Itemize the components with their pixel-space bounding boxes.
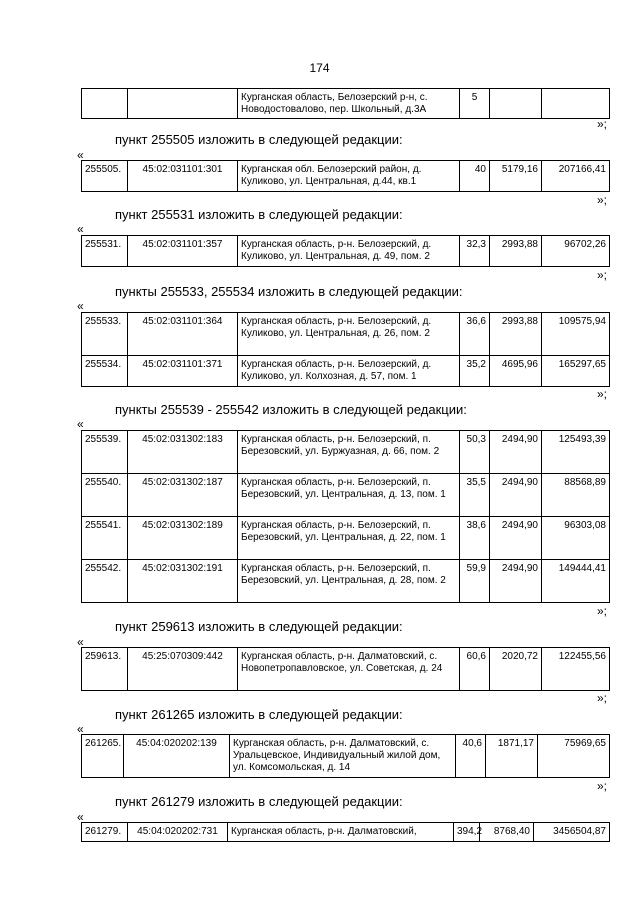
total-cell xyxy=(542,89,610,119)
price-cell: 2993,88 xyxy=(490,313,542,356)
section-heading: пункт 261279 изложить в следующей редакции: xyxy=(115,794,403,809)
row-number: 261279. xyxy=(82,823,128,842)
total-cell: 207166,41 xyxy=(542,161,610,192)
total-cell: 88568,89 xyxy=(542,474,610,517)
price-cell: 2494,90 xyxy=(490,431,542,474)
area-cell: 60,6 xyxy=(460,648,490,691)
section-heading: пункты 255533, 255534 изложить в следующей редакции: xyxy=(115,284,463,299)
closing-quote: »; xyxy=(596,268,607,282)
section-table xyxy=(81,822,610,842)
price-cell: 1871,17 xyxy=(486,735,538,778)
section-table xyxy=(81,160,610,192)
table-row xyxy=(82,474,610,517)
table-row xyxy=(82,517,610,560)
price-cell: 2494,90 xyxy=(490,517,542,560)
table-row xyxy=(82,648,610,691)
row-number: 255533. xyxy=(82,313,128,356)
table-row xyxy=(82,823,610,842)
price-cell: 2993,88 xyxy=(490,236,542,267)
closing-quote: »; xyxy=(596,604,607,618)
price-cell: 5179,16 xyxy=(490,161,542,192)
area-cell: 40,6 xyxy=(456,735,486,778)
row-number: 255531. xyxy=(82,236,128,267)
cadastral-number xyxy=(128,89,238,119)
price-cell: 4695,96 xyxy=(490,356,542,387)
section-table xyxy=(81,734,610,778)
row-number: 255534. xyxy=(82,356,128,387)
area-cell: 38,6 xyxy=(460,517,490,560)
address-cell: Курганская область, р-н. Белозерский, д. Куликово, ул. Центральная, д. 49, пом. 2 xyxy=(238,236,460,267)
total-cell: 122455,56 xyxy=(542,648,610,691)
address-cell: Курганская область, р-н. Далматовский, с. Новопетропавловское, ул. Советская, д. 24 xyxy=(238,648,460,691)
cadastral-number: 45:02:031101:371 xyxy=(128,356,238,387)
price-cell: 2494,90 xyxy=(490,560,542,603)
total-cell: 3456504,87 xyxy=(534,823,610,842)
area-cell: 394,2 xyxy=(454,823,480,842)
opening-quote: « xyxy=(77,148,84,162)
row-number: 261265. xyxy=(82,735,124,778)
row-number xyxy=(82,89,128,119)
cadastral-number: 45:02:031101:357 xyxy=(128,236,238,267)
table-row xyxy=(82,356,610,387)
address-cell: Курганская область, р-н. Белозерский, п. Березовский, ул. Буржуазная, д. 66, пом. 2 xyxy=(238,431,460,474)
closing-quote: »; xyxy=(596,779,607,793)
table-row xyxy=(82,431,610,474)
price-cell: 2020,72 xyxy=(490,648,542,691)
closing-quote: »; xyxy=(596,193,607,207)
section-heading: пункт 255505 изложить в следующей редакции: xyxy=(115,132,403,147)
section-heading: пункт 255531 изложить в следующей редакции: xyxy=(115,207,403,222)
section-heading: пункт 259613 изложить в следующей редакции: xyxy=(115,619,403,634)
continuation-table xyxy=(81,88,610,119)
section-table xyxy=(81,647,610,691)
area-cell: 35,5 xyxy=(460,474,490,517)
opening-quote: « xyxy=(77,417,84,431)
section-heading: пункт 261265 изложить в следующей редакции: xyxy=(115,707,403,722)
page-number: 174 xyxy=(309,61,330,75)
row-number: 259613. xyxy=(82,648,128,691)
row-number: 255539. xyxy=(82,431,128,474)
total-cell: 109575,94 xyxy=(542,313,610,356)
cadastral-number: 45:02:031302:187 xyxy=(128,474,238,517)
cadastral-number: 45:02:031302:189 xyxy=(128,517,238,560)
address-cell: Курганская область, р-н. Белозерский, п. Березовский, ул. Центральная, д. 28, пом. 2 xyxy=(238,560,460,603)
opening-quote: « xyxy=(77,722,84,736)
address-cell: Курганская область, р-н. Белозерский, д. Куликово, ул. Центральная, д. 26, пом. 2 xyxy=(238,313,460,356)
section-heading: пункты 255539 - 255542 изложить в следующей редакции: xyxy=(115,402,467,417)
cadastral-number: 45:02:031302:191 xyxy=(128,560,238,603)
closing-quote: »; xyxy=(596,387,607,401)
cadastral-number: 45:04:020202:139 xyxy=(124,735,230,778)
address-cell: Курганская область, р-н. Белозерский, п. Березовский, ул. Центральная, д. 13, пом. 1 xyxy=(238,474,460,517)
row-number: 255540. xyxy=(82,474,128,517)
address-cell: Курганская область, р-н. Белозерский, д. Куликово, ул. Колхозная, д. 57, пом. 1 xyxy=(238,356,460,387)
price-cell: 8768,40 xyxy=(480,823,534,842)
cadastral-number: 45:04:020202:731 xyxy=(128,823,228,842)
section-table xyxy=(81,235,610,267)
closing-quote: »; xyxy=(596,117,607,131)
price-cell xyxy=(490,89,542,119)
opening-quote: « xyxy=(77,635,84,649)
opening-quote: « xyxy=(77,299,84,313)
total-cell: 75969,65 xyxy=(538,735,610,778)
address-cell: Курганская область, р-н. Белозерский, п. Березовский, ул. Центральная, д. 22, пом. 1 xyxy=(238,517,460,560)
table-row xyxy=(82,560,610,603)
total-cell: 165297,65 xyxy=(542,356,610,387)
total-cell: 149444,41 xyxy=(542,560,610,603)
table-row xyxy=(82,313,610,356)
table-row xyxy=(82,89,610,119)
row-number: 255541. xyxy=(82,517,128,560)
closing-quote: »; xyxy=(596,691,607,705)
total-cell: 96303,08 xyxy=(542,517,610,560)
row-number: 255542. xyxy=(82,560,128,603)
cadastral-number: 45:02:031101:364 xyxy=(128,313,238,356)
total-cell: 125493,39 xyxy=(542,431,610,474)
opening-quote: « xyxy=(77,810,84,824)
area-cell: 35,2 xyxy=(460,356,490,387)
area-cell: 40 xyxy=(460,161,490,192)
area-cell: 36,6 xyxy=(460,313,490,356)
address-cell: Курганская обл. Белозерский район, д. Куликово, ул. Центральная, д.44, кв.1 xyxy=(238,161,460,192)
section-table xyxy=(81,312,610,387)
section-table xyxy=(81,430,610,603)
table-row xyxy=(82,161,610,192)
opening-quote: « xyxy=(77,222,84,236)
row-number: 255505. xyxy=(82,161,128,192)
area-cell: 32,3 xyxy=(460,236,490,267)
address-cell: Курганская область, р-н. Далматовский, с. Уральцевское, Индивидуальный жилой дом, ул. Комсомольская, д. 14 xyxy=(230,735,456,778)
total-cell: 96702,26 xyxy=(542,236,610,267)
cadastral-number: 45:25:070309:442 xyxy=(128,648,238,691)
area-cell: 50,3 xyxy=(460,431,490,474)
table-row xyxy=(82,236,610,267)
area-cell: 5 xyxy=(460,89,490,119)
price-cell: 2494,90 xyxy=(490,474,542,517)
cadastral-number: 45:02:031302:183 xyxy=(128,431,238,474)
cadastral-number: 45:02:031101:301 xyxy=(128,161,238,192)
address-cell: Курганская область, р-н. Далматовский, xyxy=(228,823,454,842)
area-cell: 59,9 xyxy=(460,560,490,603)
table-row xyxy=(82,735,610,778)
address-cell: Курганская область, Белозерский р-н, с. Новодостовалово, пер. Школьный, д.3А xyxy=(238,89,460,119)
